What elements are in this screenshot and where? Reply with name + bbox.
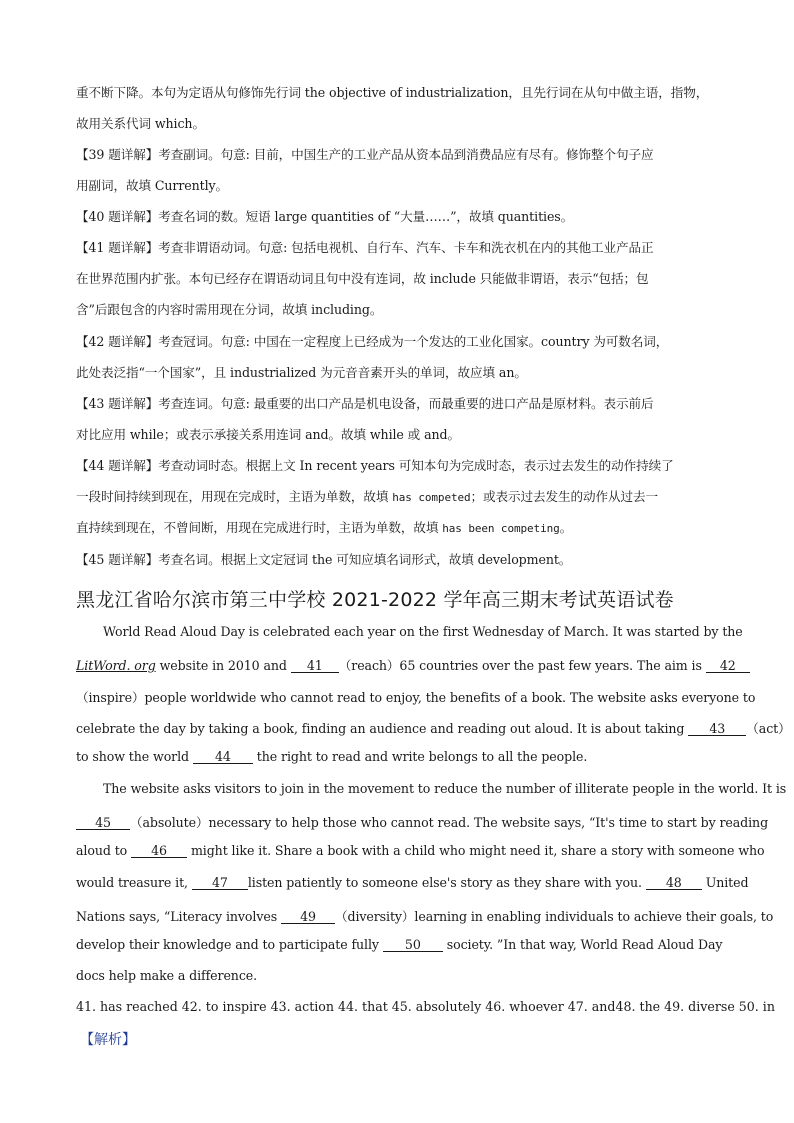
website-link[interactable]: LitWord. org [76,658,156,673]
blank-48[interactable]: 48 [646,876,702,890]
explanation-line: 含”后跟包含的内容时需用现在分词，故填 including。 [76,302,383,317]
answer-key: 41. has reached 42. to inspire 43. action 44. that 45. absolutely 46. whoever 47. and48. the 49. diverse 50. in [76,999,775,1014]
text-run: 直持续到现在，不曾间断，用现在完成进行时，主语为单数，故填 [76,520,439,535]
code-answer: has competed [392,491,471,504]
passage-line [76,718,791,737]
text-run: the right to read and write belongs to all the people. [252,749,588,764]
blank-41[interactable]: 41 [291,659,339,673]
text-run: ；或表示过去发生的动作从过去一 [470,489,658,504]
text-run: （act） [746,721,791,736]
passage-line: The website asks visitors to join in the movement to reduce the number of illiterate people in the world. It is [103,781,787,796]
text-run: to show the world [76,749,193,764]
analysis-label: 【解析】 [80,1032,136,1048]
passage-line: （inspire）people worldwide who cannot read to enjoy, the benefits of a book. The website asks everyone to [76,690,756,705]
text-run: would treasure it, [76,875,192,890]
explanation-q41: 【41 题详解】考查非谓语动词。句意: 包括电视机、自行车、汽车、卡车和洗衣机在内的其他工业产品正 [76,240,654,255]
explanation-line: 对比应用 while；或表示承接关系用连词 and。故填 while 或 and。 [76,427,460,442]
explanation-q44: 【44 题详解】考查动词时态。根据上文 In recent years 可知本句为完成时态，表示过去发生的动作持续了 [76,458,674,473]
text-run: 。 [559,520,573,535]
passage-line [76,655,750,674]
text-run: listen patiently to someone else's story as they share with you. [247,875,646,890]
blank-45[interactable]: 45 [76,816,130,830]
text-run: website in 2010 and [155,658,291,673]
explanation-q42: 【42 题详解】考查冠词。句意: 中国在一定程度上已经成为一个发达的工业化国家。country 为可数名词， [76,334,669,349]
explanation-line: 用副词，故填 Currently。 [76,178,229,193]
text-run: celebrate the day by taking a book, finding an audience and reading out aloud. It is about taking [76,721,689,736]
text-run: society. ”In that way, World Read Aloud Day [442,937,723,952]
text-run: （reach）65 countries over the past few years. The aim is [338,658,706,673]
blank-47[interactable]: 47 [192,876,248,890]
passage-line [76,875,748,890]
explanation-q43: 【43 题详解】考查连词。句意: 最重要的出口产品是机电设备，而最重要的进口产品是原材料。表示前后 [76,396,654,411]
blank-49[interactable]: 49 [281,910,335,924]
text-run: Nations says, “Literacy involves [76,909,281,924]
explanation-line: 此处表泛指“一个国家”，且 industrialized 为元音音素开头的单词，故应填 an。 [76,365,527,380]
passage-line [76,843,765,858]
passage-line [76,906,773,925]
explanation-q45: 【45 题详解】考查名词。根据上文定冠词 the 可知应填名词形式，故填 development。 [76,552,572,567]
passage-line [76,749,587,764]
text-run: United [701,875,749,890]
section-title: 黑龙江省哈尔滨市第三中学校 2021-2022 学年高三期末考试英语试卷 [76,589,674,611]
explanation-line: 故用关系代词 which。 [76,116,205,131]
text-run: might like it. Share a book with a child who might need it, share a story with someone who [187,843,765,858]
explanation-q40: 【40 题详解】考查名词的数。短语 large quantities of “大量……”，故填 quantities。 [76,209,574,224]
passage-line: docs help make a difference. [76,968,258,983]
blank-43[interactable]: 43 [688,722,746,736]
blank-50[interactable]: 50 [383,938,443,952]
explanation-line: 在世界范围内扩张。本句已经存在谓语动词且句中没有连词，故 include 只能做非谓语，表示“包括；包 [76,271,649,286]
passage-line [76,812,768,831]
explanation-line [76,486,658,505]
blank-46[interactable]: 46 [131,844,187,858]
text-run: （absolute）necessary to help those who cannot read. The website says, “It's time to start by reading [130,815,769,830]
explanation-line: 重不断下降。本句为定语从句修饰先行词 the objective of industrialization，且先行词在从句中做主语，指物， [76,85,709,100]
text-run: develop their knowledge and to participate fully [76,937,383,952]
explanation-line [76,517,572,536]
text-run: aloud to [76,843,132,858]
explanation-q39: 【39 题详解】考查副词。句意: 目前，中国生产的工业产品从资本品到消费品应有尽有。修饰整个句子应 [76,147,654,162]
code-answer: has been competing [442,522,560,535]
blank-44[interactable]: 44 [193,750,253,764]
passage-line: World Read Aloud Day is celebrated each year on the first Wednesday of March. It was started by the [103,624,743,639]
text-run: （diversity）learning in enabling individuals to achieve their goals, to [334,909,774,924]
blank-42[interactable]: 42 [706,659,750,673]
passage-line [76,937,722,952]
text-run: 一段时间持续到现在，用现在完成时，主语为单数，故填 [76,489,389,504]
